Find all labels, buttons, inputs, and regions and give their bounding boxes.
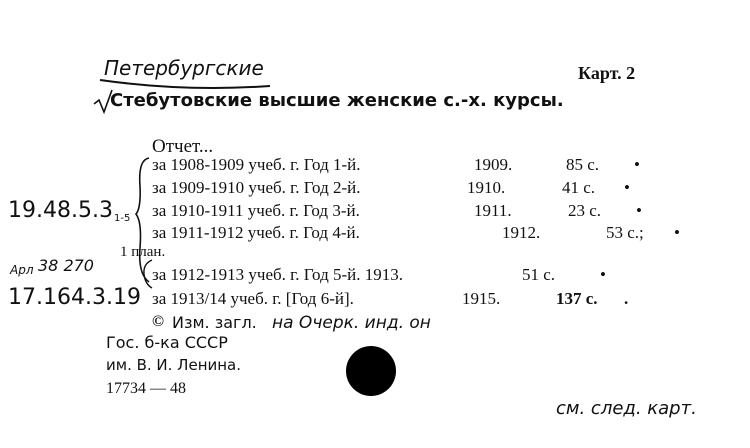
entry-4-text: за 1911-1912 учеб. г. Год 4-й. xyxy=(152,223,360,242)
entry-3-mark: • xyxy=(636,201,642,220)
entry-2-text: за 1909-1910 учеб. г. Год 2-й. xyxy=(152,178,361,197)
shelfmark-1-suffix: 1-5 xyxy=(114,213,131,224)
changed-title-handwritten: на Очерк. инд. он xyxy=(272,313,431,333)
shelfmark-2: 38 270 xyxy=(38,256,94,275)
changed-title: Изм. загл. xyxy=(172,313,257,332)
punch-hole xyxy=(346,346,396,396)
entry-3-text: за 1910-1911 учеб. г. Год 3-й. xyxy=(152,201,360,220)
entry-5-mark: • xyxy=(600,265,606,284)
entry-1-mark: • xyxy=(634,155,640,174)
card-label: Карт. 2 xyxy=(578,63,636,83)
see-next-card: см. след. карт. xyxy=(556,398,697,419)
entry-5-text: за 1912-1913 учеб. г. Год 5-й. 1913. xyxy=(152,265,403,284)
entry-4-year: 1912. xyxy=(502,223,541,242)
shelfmark-3: 17.164.3.19 xyxy=(8,285,141,310)
entry-3-pages: 23 с. xyxy=(568,201,602,220)
shelfmark-2-prefix: Арл xyxy=(10,263,34,277)
plan-note: 1 план. xyxy=(120,244,166,260)
entry-6-year: 1915. xyxy=(462,289,501,308)
card-title: Стебутовские высшие женские с.-х. курсы. xyxy=(110,90,564,111)
entry-3-year: 1911. xyxy=(474,201,512,220)
handwritten-heading: Петербургские xyxy=(104,56,264,80)
entry-6-mark: . xyxy=(624,289,629,308)
entry-5-pages: 51 с. xyxy=(522,265,556,284)
shelfmark-1: 19.48.5.3 xyxy=(8,198,113,223)
copyright-icon: © xyxy=(152,313,164,330)
library-line-1: Гос. б-ка СССР xyxy=(106,333,228,352)
report-heading: Отчет... xyxy=(152,136,214,157)
entry-1-pages: 85 с. xyxy=(566,155,600,174)
entry-2-pages: 41 с. xyxy=(562,178,596,197)
entry-6-text: за 1913/14 учеб. г. [Год 6-й]. xyxy=(152,289,354,308)
entry-6-pages: 137 с. xyxy=(556,289,598,308)
entry-4-pages: 53 с.; xyxy=(606,223,644,242)
entry-2-mark: • xyxy=(624,178,630,197)
catalog-number: 17734 — 48 xyxy=(106,380,186,397)
entry-2-year: 1910. xyxy=(467,178,506,197)
entry-4-mark: • xyxy=(674,223,680,242)
library-line-2: им. В. И. Ленина. xyxy=(106,356,242,374)
entry-1-year: 1909. xyxy=(474,155,513,174)
entry-1-text: за 1908-1909 учеб. г. Год 1-й. xyxy=(152,155,361,174)
